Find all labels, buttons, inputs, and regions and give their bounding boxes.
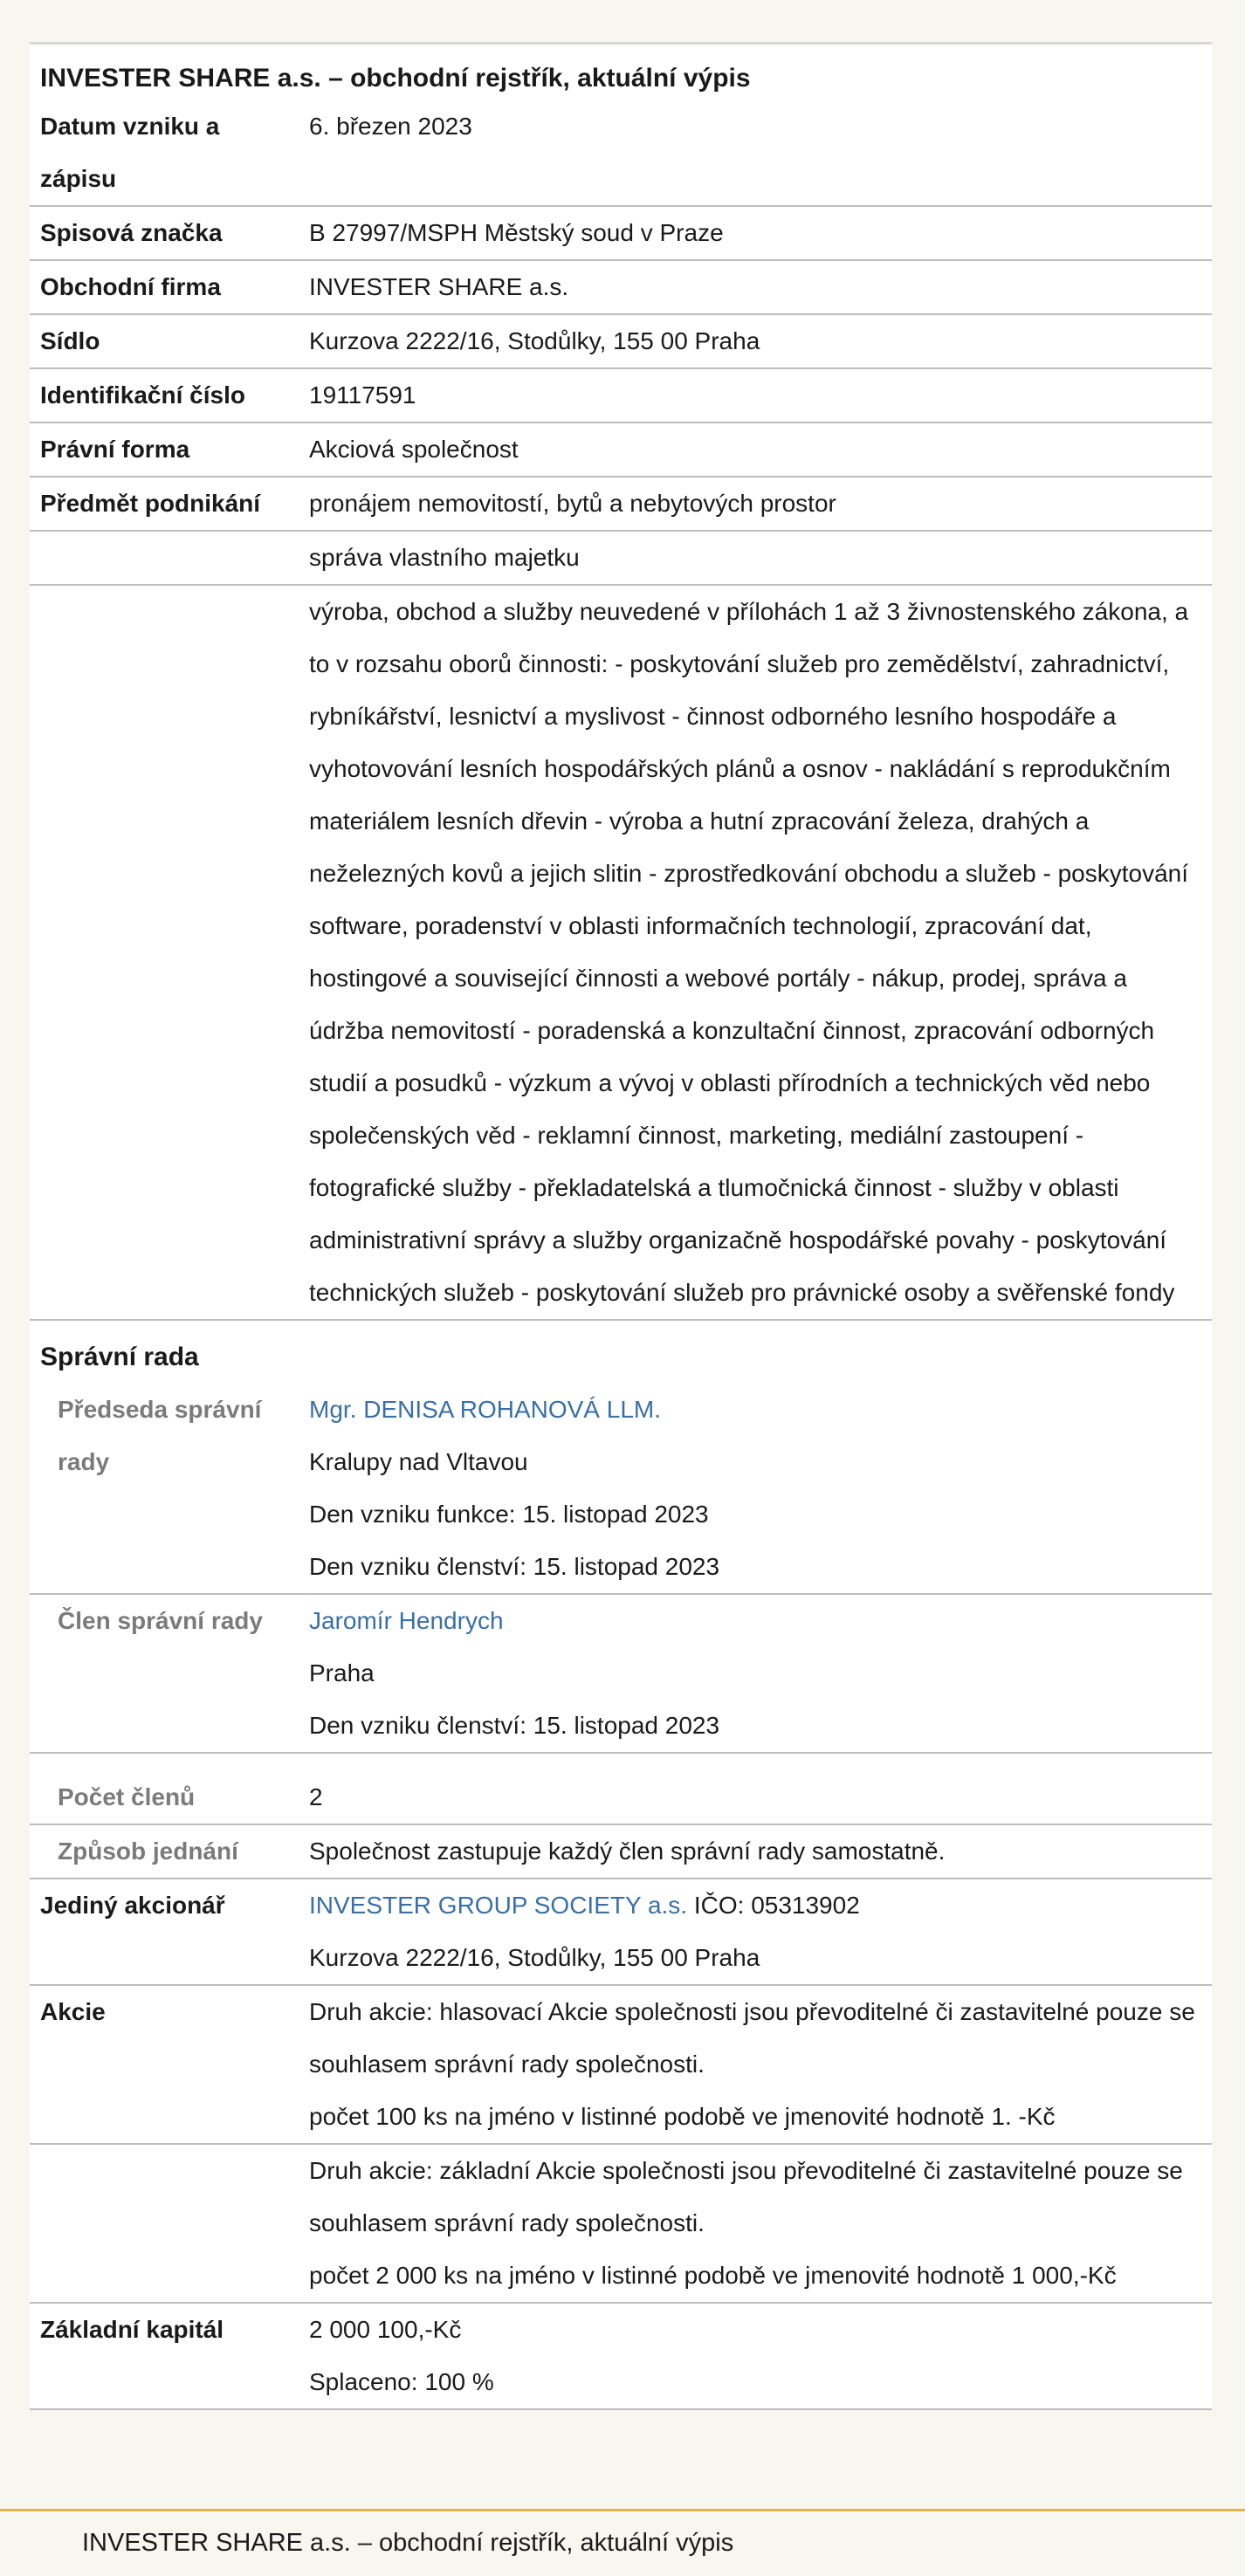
row-datum-vzniku: [30, 100, 1212, 207]
value-identifikacni-cislo: 19117591: [309, 381, 416, 409]
value-predmet-1: pronájem nemovitostí, bytů a nebytových prostor: [309, 490, 836, 517]
label-datum-vzniku: Datum vzniku a zápisu: [40, 113, 220, 192]
kapital-splaceno: Splaceno: 100 %: [309, 2368, 494, 2395]
label-pocet-clenu: Počet členů: [58, 1783, 196, 1810]
value-zpusob-jednani: Společnost zastupuje každý člen správní rady samostatně.: [309, 1838, 946, 1865]
label-jediny-akcionar: Jediný akcionář: [40, 1892, 225, 1919]
value-predmet-3: výroba, obchod a služby neuvedené v přílohách 1 až 3 živnostenského zákona, a to v rozsahu oborů činnosti: - poskytování služeb pro zemědělství, zahradnictví, rybníkářství, lesnictví a myslivost - činnost odborného lesního hospodáře a vyhotovování lesních hospodářských plánů a osnov - nakládání s reprodukčním materiálem lesních dřevin - výroba a hutní zpracování železa, drahých a neželezných kovů a jejich slitin - zprostředkování obchodu a služeb - poskytování software, poradenství v oblasti informačních technologií, zpracování dat, hostingové a související činnosti a webové portály - nákup, prodej, správa a údržba nemovitostí - poradenská a konzultační činnost, zpracování odborných studií a posudků - výzkum a vývoj v oblasti přírodních a technických věd nebo společenských věd - reklamní činnost, marketing, mediální zastoupení - fotografické služby - překladatelská a tlumočnická činnost - služby v oblasti administrativní správy a služby organizačně hospodářské povahy - poskytování technických služeb - poskytování služeb pro právnické osoby a svěřenské fondy: [309, 598, 1189, 1306]
row-predseda: [30, 1384, 1212, 1595]
value-spisova-znacka: B 27997/MSPH Městský soud v Praze: [309, 219, 724, 246]
row-obchodni-firma: [30, 261, 1212, 315]
row-zpusob-jednani: [30, 1825, 1212, 1879]
akcie-2-count: počet 2 000 ks na jméno v listinné podobě ve jmenovité hodnotě 1 000,-Kč: [309, 2262, 1117, 2289]
label-empty: [30, 532, 309, 584]
label-spisova-znacka: Spisová značka: [40, 219, 223, 246]
clen-city: Praha: [309, 1659, 375, 1686]
registry-extract: [30, 42, 1212, 2410]
row-predmet-podnikani: [30, 477, 1212, 532]
page-title: INVESTER SHARE a.s. – obchodní rejstřík, aktuální výpis: [40, 64, 751, 93]
spacer: [30, 1754, 1212, 1771]
value-clen: [309, 1595, 1212, 1752]
value-zakladni-kapital: [309, 2304, 1212, 2408]
value-pocet-clenu: 2: [309, 1783, 323, 1810]
row-akcie-1: [30, 1986, 1212, 2145]
row-pocet-clenu: [30, 1771, 1212, 1825]
label-akcie: Akcie: [40, 1998, 106, 2025]
predseda-city: Kralupy nad Vltavou: [309, 1448, 528, 1475]
clen-clenstvi: Den vzniku členství: 15. listopad 2023: [309, 1712, 720, 1739]
akcie-2-type: Druh akcie: základní Akcie společnosti jsou převoditelné či zastavitelné pouze se souhlasem správní rady společnosti.: [309, 2157, 1183, 2236]
label-predmet-podnikani: Předmět podnikání: [40, 490, 261, 517]
row-clen: [30, 1595, 1212, 1754]
label-identifikacni-cislo: Identifikační číslo: [40, 381, 245, 409]
value-akcie-2: [309, 2145, 1212, 2302]
link-clen-name[interactable]: Jaromír Hendrych: [309, 1607, 504, 1634]
section-spravni-rada: Správní rada: [40, 1343, 199, 1371]
value-predmet-2: správa vlastního majetku: [309, 544, 580, 571]
predseda-funkce: Den vzniku funkce: 15. listopad 2023: [309, 1501, 709, 1528]
label-empty: [30, 586, 309, 1319]
row-identifikacni-cislo: [30, 369, 1212, 423]
row-predmet-3: [30, 586, 1212, 1321]
row-predmet-2: [30, 532, 1212, 586]
link-predseda-name[interactable]: Mgr. DENISA ROHANOVÁ LLM.: [309, 1396, 661, 1423]
link-akcionar-name[interactable]: INVESTER GROUP SOCIETY a.s.: [309, 1892, 688, 1919]
label-clen: Člen správní rady: [58, 1607, 263, 1634]
row-jediny-akcionar: [30, 1879, 1212, 1986]
label-sidlo: Sídlo: [40, 327, 100, 354]
row-zakladni-kapital: [30, 2304, 1212, 2410]
akcionar-ico: IČO: 05313902: [693, 1892, 860, 1919]
footer: [0, 2509, 1245, 2576]
footer-title: INVESTER SHARE a.s. – obchodní rejstřík, aktuální výpis: [82, 2529, 734, 2557]
value-predseda: [309, 1384, 1212, 1593]
label-zakladni-kapital: Základní kapitál: [40, 2316, 224, 2343]
row-spisova-znacka: [30, 207, 1212, 261]
kapital-value: 2 000 100,-Kč: [309, 2316, 462, 2343]
value-jediny-akcionar: [309, 1879, 1212, 1984]
label-zpusob-jednani: Způsob jednání: [58, 1838, 238, 1865]
label-obchodni-firma: Obchodní firma: [40, 273, 221, 300]
row-sidlo: [30, 315, 1212, 369]
value-akcie-1: [309, 1986, 1212, 2143]
akcie-1-type: Druh akcie: hlasovací Akcie společnosti jsou převoditelné či zastavitelné pouze se souhlasem správní rady společnosti.: [309, 1998, 1195, 2078]
label-empty: [30, 2145, 309, 2302]
value-obchodni-firma: INVESTER SHARE a.s.: [309, 273, 569, 300]
value-datum-vzniku: 6. březen 2023: [309, 113, 472, 140]
value-pravni-forma: Akciová společnost: [309, 436, 519, 463]
row-akcie-2: [30, 2145, 1212, 2304]
akcie-1-count: počet 100 ks na jméno v listinné podobě ve jmenovité hodnotě 1. -Kč: [309, 2103, 1056, 2130]
value-sidlo: Kurzova 2222/16, Stodůlky, 155 00 Praha: [309, 327, 760, 354]
label-pravni-forma: Právní forma: [40, 436, 190, 463]
predseda-clenstvi: Den vzniku členství: 15. listopad 2023: [309, 1553, 720, 1580]
label-predseda: Předseda správní rady: [58, 1396, 262, 1475]
row-pravni-forma: [30, 423, 1212, 477]
akcionar-address: Kurzova 2222/16, Stodůlky, 155 00 Praha: [309, 1944, 760, 1971]
